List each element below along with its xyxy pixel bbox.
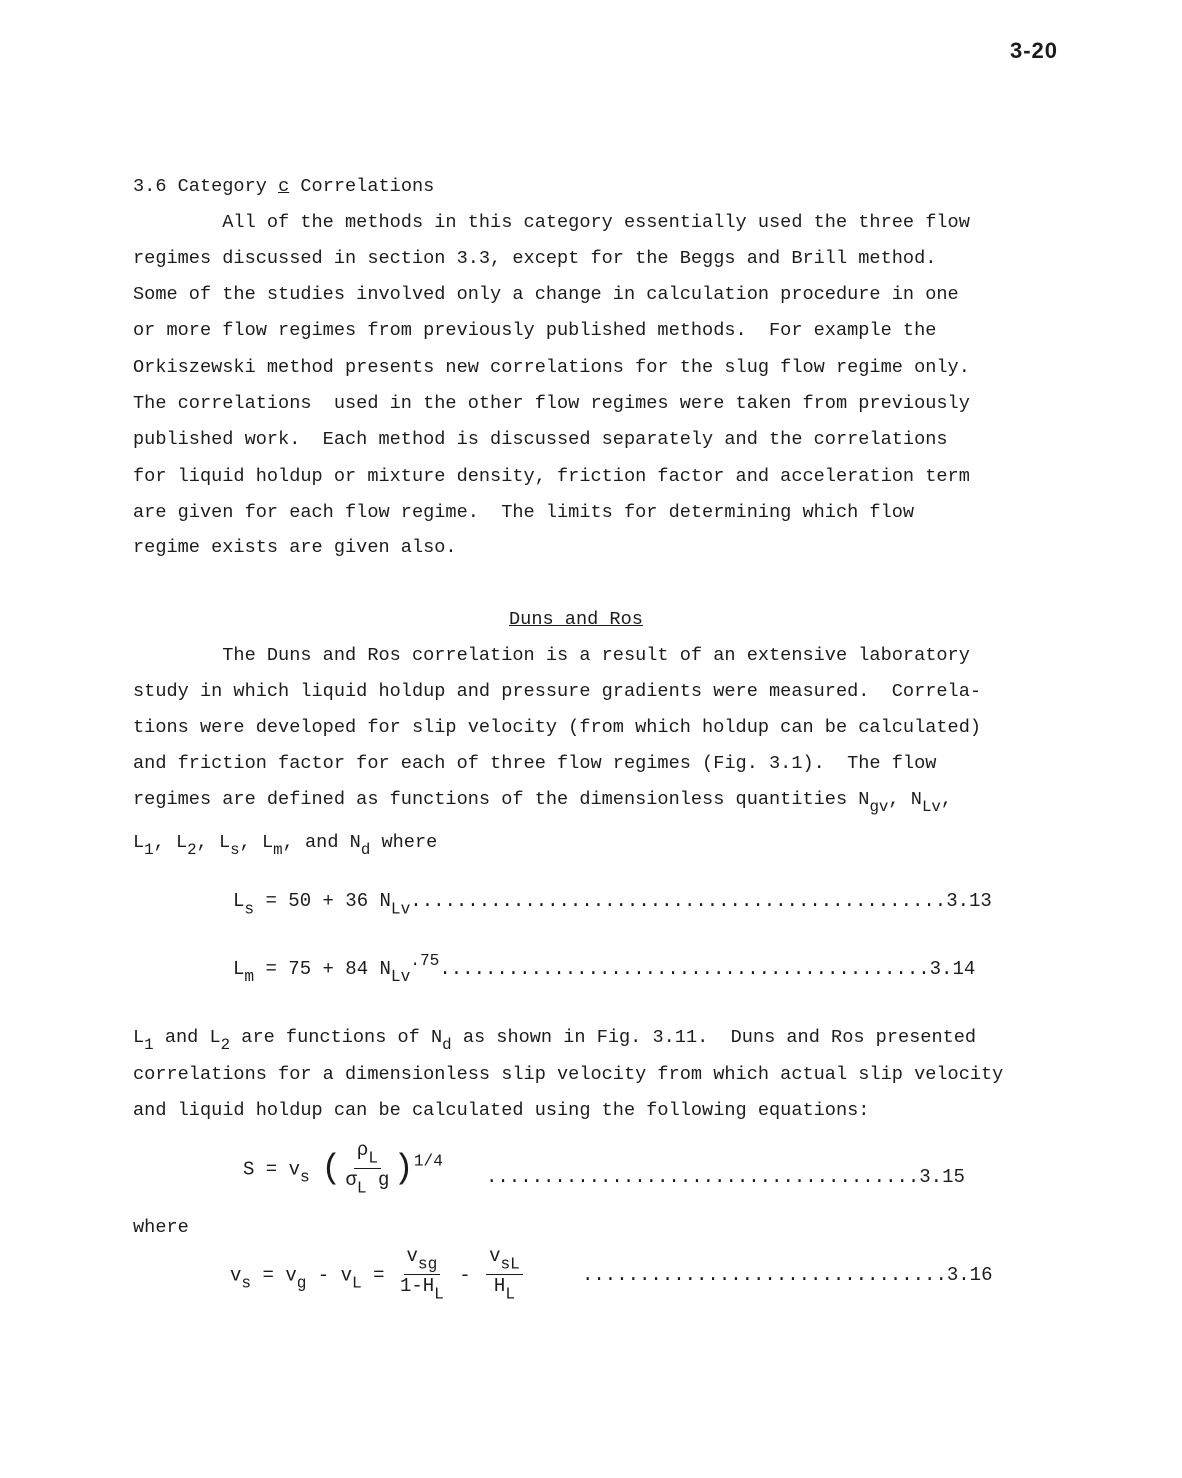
equation-3-15: $S = v_s$ ( $\frac{\rho_L}{\sigma_L g}$ )$^{1/4}$: [243, 1139, 443, 1198]
section-paragraph-line: or more flow regimes from previously published methods. For example the: [133, 320, 937, 341]
equation-3-14: $L_m = 75 + 84$ $N_{Lv}^{.75}...........................................3.14$: [233, 952, 976, 987]
section-paragraph-line: regimes discussed in section 3.3, except for the Beggs and Brill method.: [133, 248, 937, 269]
equation-3-16-leader: ................................3.16: [582, 1264, 993, 1286]
fraction: $\frac{v_{sL}}{H_L}$: [486, 1246, 523, 1305]
duns-ros-paragraph-line: and friction factor for each of three flow regimes (Fig. 3.1). The flow: [133, 753, 937, 774]
duns-ros-paragraph-line: study in which liquid holdup and pressure gradients were measured. Correla-: [133, 681, 982, 702]
duns-ros-paragraph2-line: $L_1$ and $L_2$ are functions of $N_d$ as shown in Fig. 3.11. Duns and Ros presented: [133, 1027, 977, 1055]
subsection-title: Duns and Ros: [509, 609, 643, 630]
equation-number: 3.15: [919, 1166, 965, 1188]
section-paragraph-line: Orkiszewski method presents new correlations for the slug flow regime only.: [133, 357, 970, 378]
page-number: 3-20: [1010, 38, 1059, 63]
duns-ros-paragraph-line: tions were developed for slip velocity (from which holdup can be calculated): [133, 717, 982, 738]
equation-3-15-leader: ......................................3.15: [486, 1166, 965, 1188]
equation-number: 3.14: [929, 957, 976, 980]
section-paragraph-line: for liquid holdup or mixture density, friction factor and acceleration term: [133, 466, 970, 487]
equation-3-16: $v_s = v_g - v_L$ = $\frac{v_{sg}}{1-H_L}$ - $\frac{v_{sL}}{H_L}$: [230, 1246, 527, 1305]
duns-ros-paragraph-line: $L_1$, $L_2$, $L_s$, $L_m$, and $N_d$ where: [133, 832, 438, 860]
fraction: $\frac{v_{sg}}{1-H_L}$: [399, 1245, 444, 1304]
equation-number: 3.16: [946, 1264, 993, 1286]
section-paragraph-line: The correlations used in the other flow regimes were taken from previously: [133, 393, 970, 414]
section-paragraph-line: Some of the studies involved only a change in calculation procedure in one: [133, 284, 959, 305]
where-label: where: [133, 1217, 189, 1238]
equation-number: 3.13: [946, 890, 992, 912]
equation-3-13: $L_s = 50 + 36$ $N_{Lv}...............................................3.13$: [233, 890, 992, 919]
duns-ros-paragraph-line: The Duns and Ros correlation is a result of an extensive laboratory: [133, 645, 970, 666]
section-paragraph-line: published work. Each method is discussed separately and the correlations: [133, 429, 948, 450]
section-paragraph-line: are given for each flow regime. The limits for determining which flow: [133, 502, 915, 523]
fraction: $\frac{\rho_L}{\sigma_L g}$: [345, 1139, 390, 1198]
section-paragraph-line: regime exists are given also.: [133, 537, 457, 558]
duns-ros-paragraph2-line: correlations for a dimensionless slip velocity from which actual slip velocity: [133, 1064, 1004, 1085]
duns-ros-paragraph-line: regimes are defined as functions of the dimensionless quantities $N_{gv}$, $N_{Lv}$,: [133, 789, 953, 817]
section-heading: 3.6 Category c Correlations: [133, 176, 435, 197]
duns-ros-paragraph2-line: and liquid holdup can be calculated using the following equations:: [133, 1100, 870, 1121]
section-paragraph-line: All of the methods in this category essentially used the three flow: [133, 212, 970, 233]
